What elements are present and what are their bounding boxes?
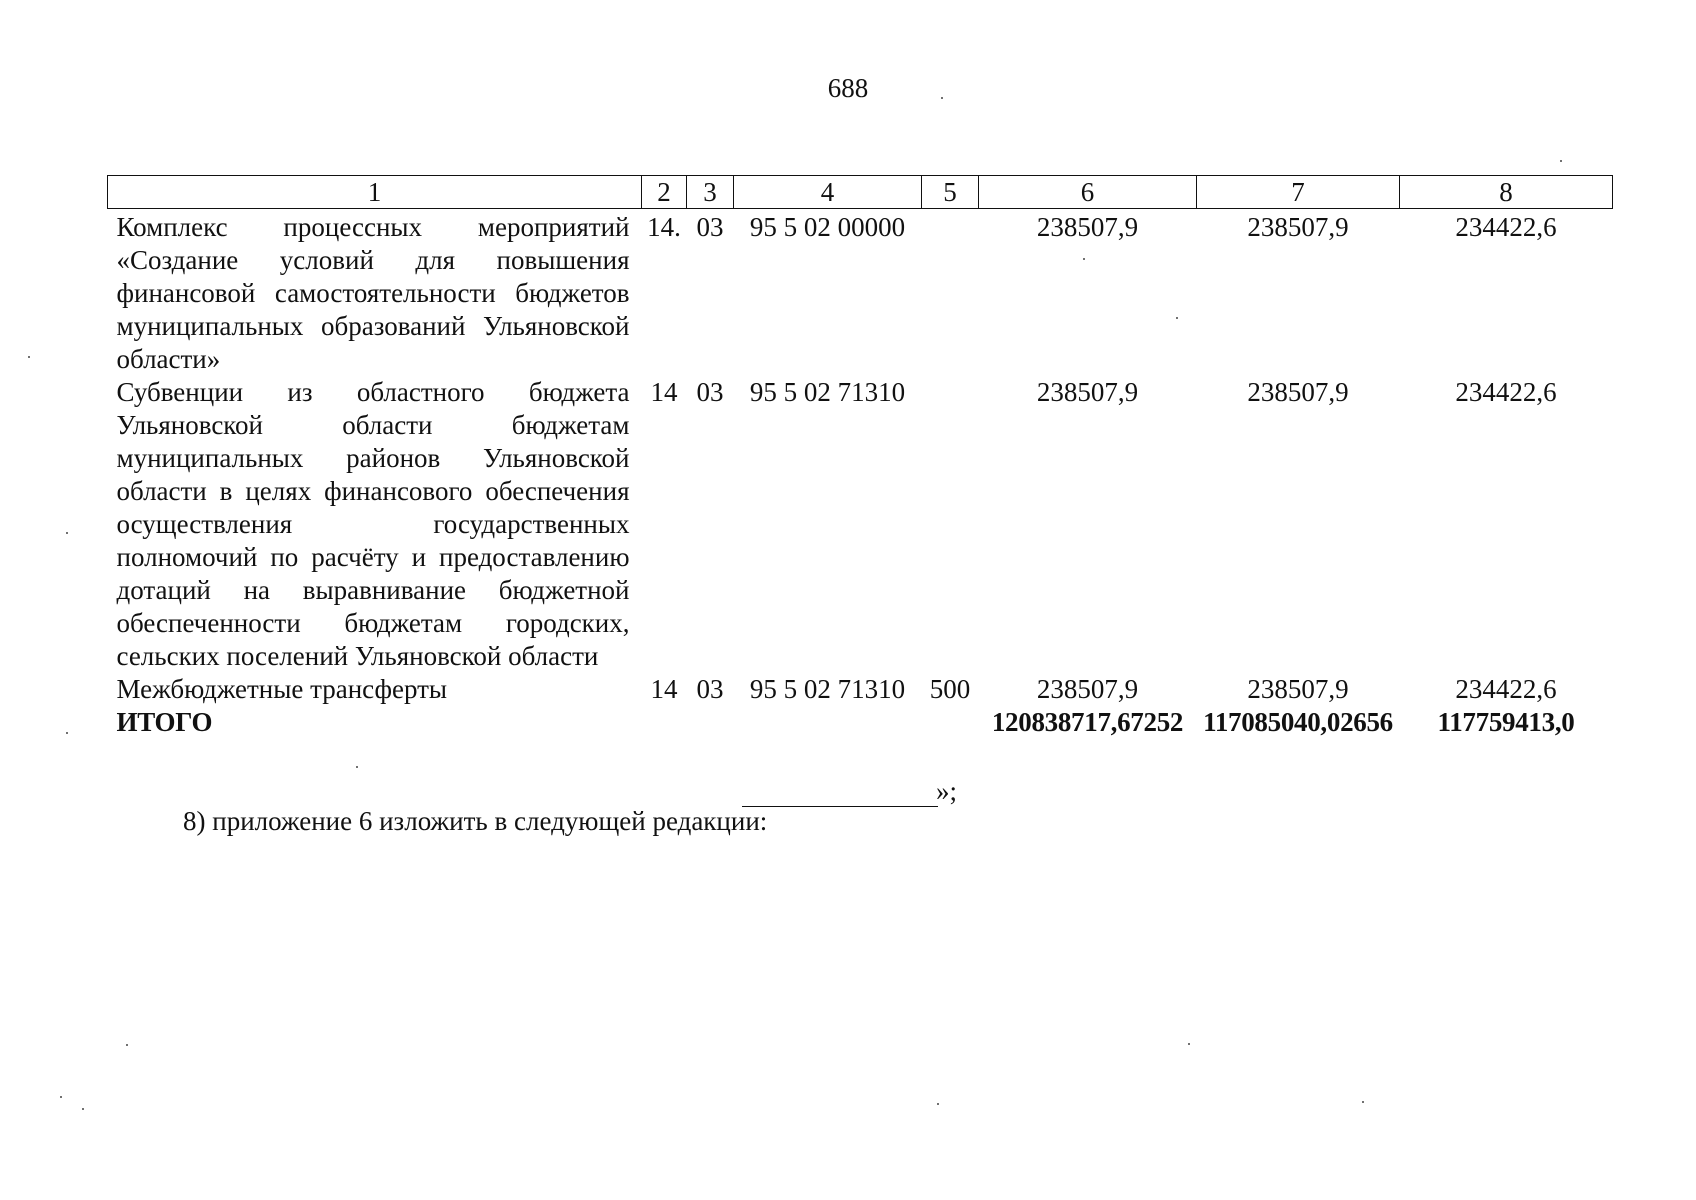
total-row [108,706,1613,739]
row-expense-type [922,209,979,377]
row-amount-3: 234422,6 [1455,212,1557,242]
scan-speck [1188,1043,1190,1045]
row-amount-3: 234422,6 [1455,674,1557,704]
row-expense-type [922,376,979,673]
scan-speck [1560,160,1562,162]
row-section: 14. [647,212,681,242]
scan-speck [1362,1101,1364,1103]
row-subsection: 03 [696,674,724,704]
row-name: Комплекс процессных мероприятий «Создание условий для повышения финансовой самостоятельности бюджетов муниципальных образований Ульяновской области» [116,212,630,374]
total-amount-2: 117085040,02656 [1203,707,1393,737]
row-name: Межбюджетные трансферты [116,674,448,704]
row-section: 14 [650,377,678,407]
row-name: Субвенции из областного бюджета Ульяновской области бюджетам муниципальных районов Ульяновской области в целях финансового обеспечения осуществления государственных полномочий по расчёту и предоставлению дотаций на выравнивание бюджетной обеспеченности бюджетам городских, сельских поселений Ульяновской области [116,377,630,671]
total-empty-cell [922,706,979,739]
closing-quote: »; [936,776,958,806]
total-empty-cell [642,706,687,739]
header-col-6: 6 [979,176,1197,209]
closing-underline [742,780,938,807]
scan-speck [356,766,358,768]
scan-speck [66,532,68,534]
table-body [108,209,1613,740]
header-col-8: 8 [1400,176,1613,209]
row-amount-2: 238507,9 [1247,377,1349,407]
row-amount-1: 238507,9 [1036,377,1139,407]
header-col-5: 5 [922,176,979,209]
scan-speck [1083,258,1085,260]
row-amount-1: 238507,9 [1036,674,1139,704]
row-subsection: 03 [696,377,724,407]
header-col-4: 4 [734,176,922,209]
header-col-7: 7 [1197,176,1400,209]
row-subsection: 03 [696,212,724,242]
row-target-code: 95 5 02 71310 [749,377,906,407]
instruction-text: 8) приложение 6 изложить в следующей редакции: [183,806,768,836]
row-target-code: 95 5 02 71310 [749,674,906,704]
total-amount-3: 117759413,0 [1437,707,1575,737]
header-row [108,176,1613,209]
header-col-1: 1 [108,176,642,209]
row-amount-2: 238507,9 [1247,212,1349,242]
row-amount-2: 238507,9 [1247,674,1349,704]
page-number: 688 [827,73,869,103]
table-row [108,673,1613,706]
scan-speck [1176,317,1178,319]
scan-speck [28,356,30,358]
scan-speck [126,1044,128,1046]
table-row [108,376,1613,673]
header-col-3: 3 [687,176,734,209]
scan-speck [937,1103,939,1105]
total-empty-cell [687,706,734,739]
row-amount-3: 234422,6 [1455,377,1557,407]
table-header [108,176,1613,209]
total-label: ИТОГО [116,707,213,737]
budget-table [107,175,1613,739]
scan-speck [60,1096,62,1098]
total-empty-cell [734,706,922,739]
total-amount-1: 120838717,67252 [991,707,1184,737]
scan-speck [941,97,943,99]
row-target-code: 95 5 02 00000 [749,212,906,242]
table-row [108,209,1613,377]
row-expense-type: 500 [929,674,971,704]
row-section: 14 [650,674,678,704]
scan-speck [66,732,68,734]
row-amount-1: 238507,9 [1036,212,1139,242]
scan-speck [82,1108,84,1110]
header-col-2: 2 [642,176,687,209]
